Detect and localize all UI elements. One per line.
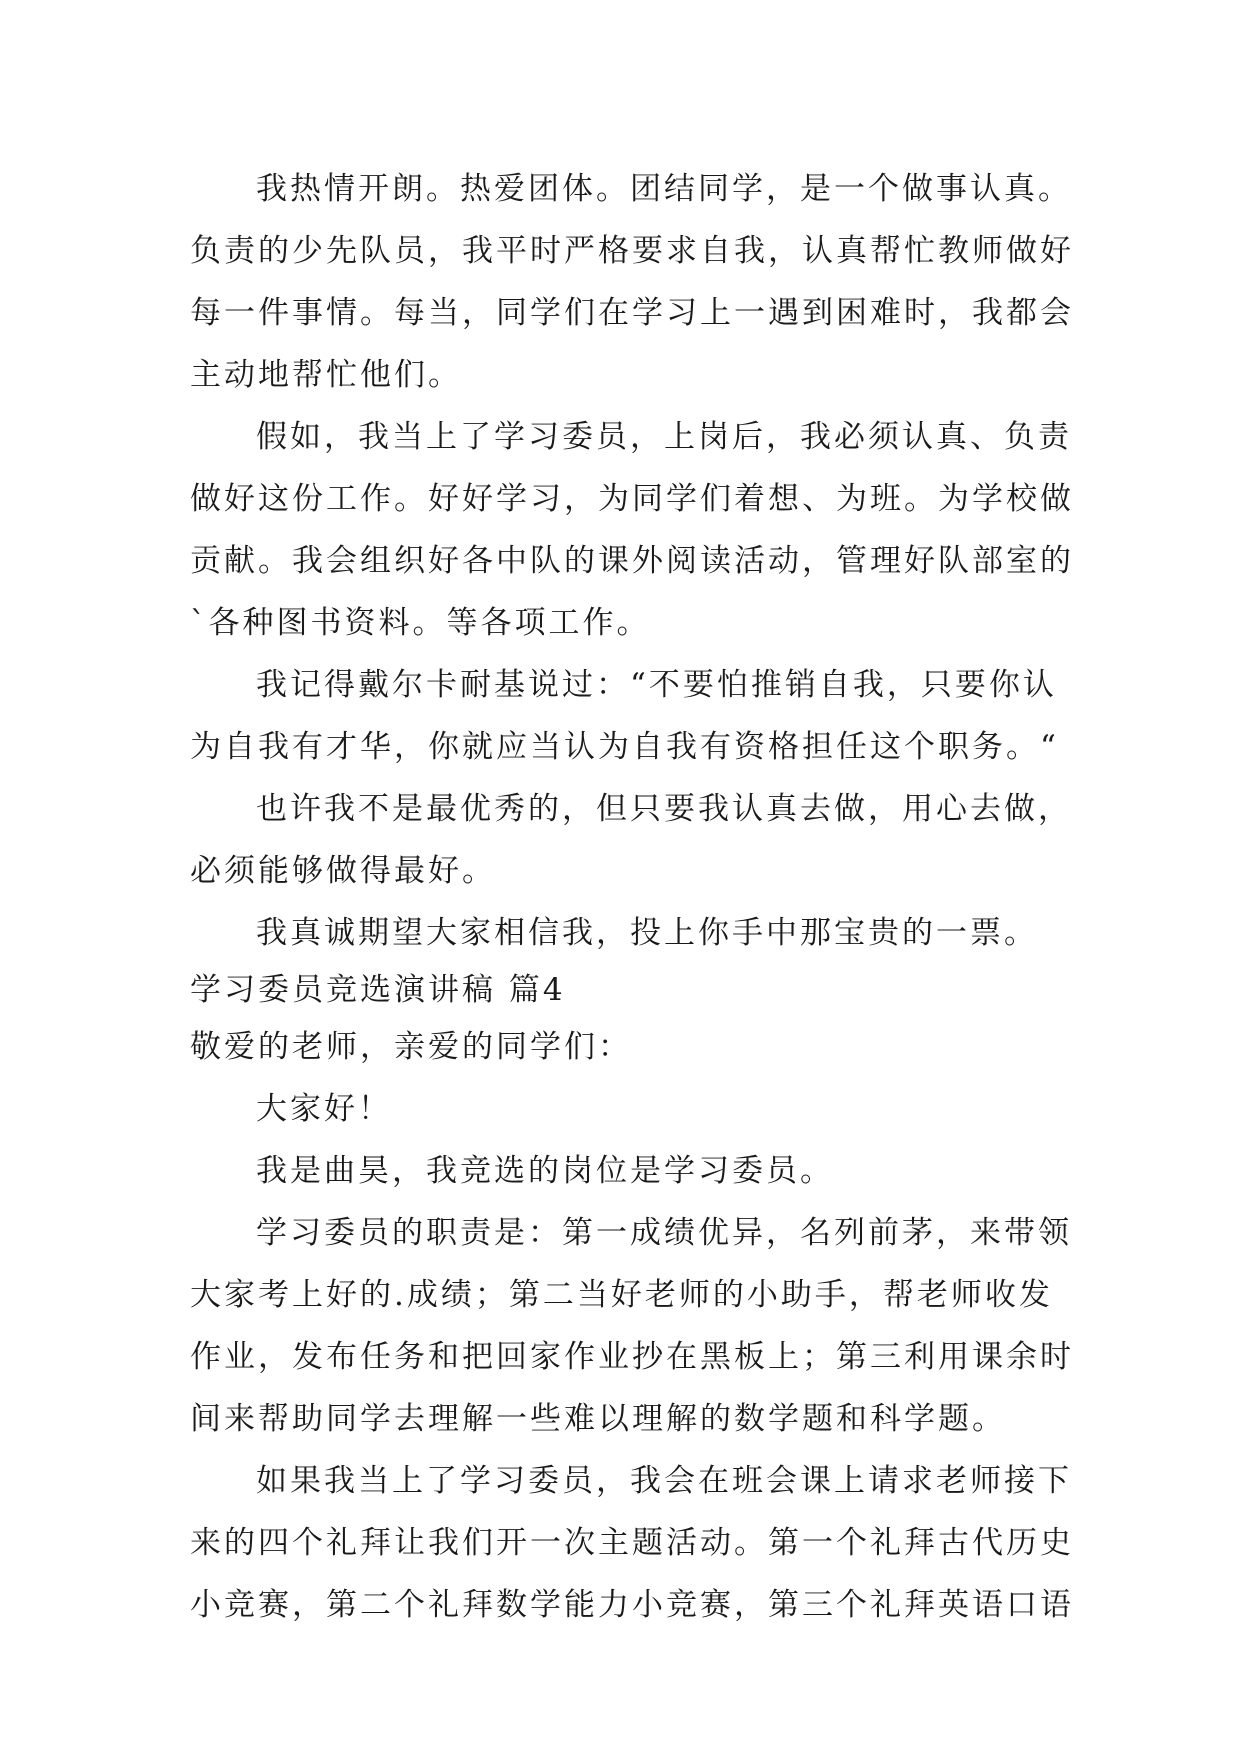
text-line: 每一件事情。每当，同学们在学习上一遇到困难时，我都会 <box>190 295 1074 331</box>
text-line: 作业，发布任务和把回家作业抄在黑板上；第三利用课余时 <box>190 1339 1074 1375</box>
text-line: 来的四个礼拜让我们开一次主题活动。第一个礼拜古代历史 <box>190 1525 1074 1561</box>
text-line: 假如，我当上了学习委员，上岗后，我必须认真、负责 <box>256 419 1072 455</box>
text-line: 我记得戴尔卡耐基说过：“不要怕推销自我，只要你认 <box>256 667 1057 703</box>
text-line: 负责的少先队员，我平时严格要求自我，认真帮忙教师做好 <box>190 233 1074 269</box>
text-line: 必须能够做得最好。 <box>190 853 496 889</box>
text-line: 敬爱的老师，亲爱的同学们： <box>190 1029 632 1065</box>
text-line: 我是曲昊，我竞选的岗位是学习委员。 <box>256 1153 834 1189</box>
section-heading: 学习委员竞选演讲稿 篇4 <box>190 972 566 1008</box>
text-line: 也许我不是最优秀的，但只要我认真去做，用心去做， <box>256 791 1072 827</box>
text-line: 我热情开朗。热爱团体。团结同学，是一个做事认真。 <box>256 171 1072 207</box>
text-line: 为自我有才华，你就应当认为自我有资格担任这个职务。“ <box>190 729 1059 765</box>
text-line: 如果我当上了学习委员，我会在班会课上请求老师接下 <box>256 1463 1072 1499</box>
text-line: 间来帮助同学去理解一些难以理解的数学题和科学题。 <box>190 1401 1006 1437</box>
text-line: 大家考上好的.成绩；第二当好老师的小助手，帮老师收发 <box>190 1277 1053 1313</box>
text-line: 主动地帮忙他们。 <box>190 357 462 393</box>
text-line: `各种图书资料。等各项工作。 <box>190 605 651 641</box>
document-body <box>190 158 1090 1636</box>
text-line: 做好这份工作。好好学习，为同学们着想、为班。为学校做 <box>190 481 1074 517</box>
text-line: 我真诚期望大家相信我，投上你手中那宝贵的一票。 <box>256 915 1038 951</box>
text-line: 大家好！ <box>256 1091 392 1127</box>
text-line: 学习委员的职责是：第一成绩优异，名列前茅，来带领 <box>256 1215 1072 1251</box>
text-line: 贡献。我会组织好各中队的课外阅读活动，管理好队部室的 <box>190 543 1074 579</box>
text-line: 小竞赛，第二个礼拜数学能力小竞赛，第三个礼拜英语口语 <box>190 1587 1074 1623</box>
